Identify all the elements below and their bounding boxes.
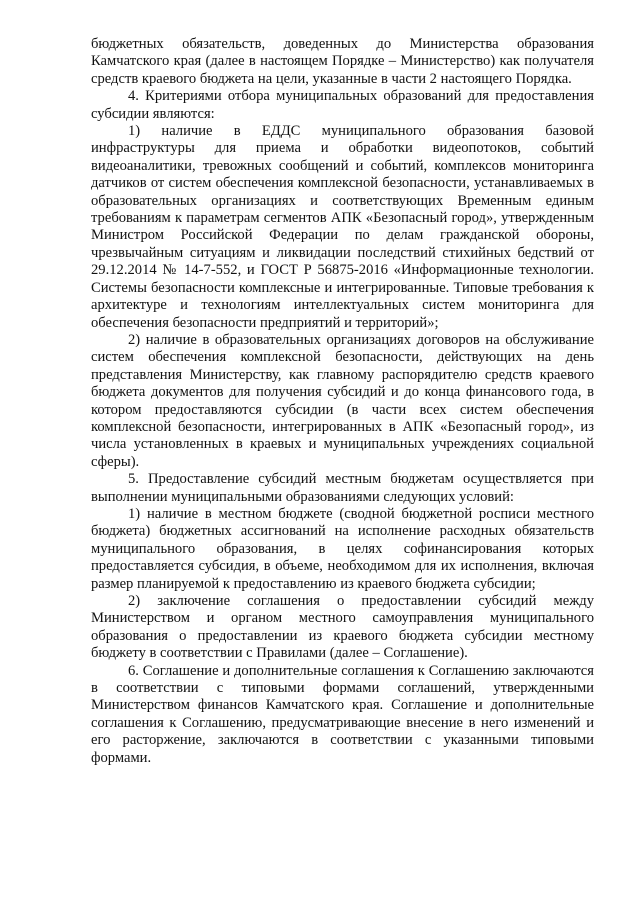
paragraph-section-6: 6. Соглашение и дополнительные соглашения к Соглашению заключаются в соответствии с типовыми формами соглашений, утвержденными Министерством финансов Камчатского края. Соглашение и дополнительные соглашения к Соглашению, предусматривающие внесение в него изменений и его расторжение, заключаются в соответствии с указанными типовыми формами.	[91, 662, 594, 766]
paragraph-criterion-2: 2) наличие в образовательных организациях договоров на обслуживание систем обеспечения комплексной безопасности, действующих на день представления Министерству, как главному распорядителю средств краевого бюджета документов для получения субсидий и до конца финансового года, в котором предоставляются субсидии (в части всех систем обеспечения комплексной безопасности, интегрированных в АПК «Безопасный город», из числа установленных в краевых и муниципальных учреждениях социальной сферы).	[91, 331, 594, 470]
paragraph-section-4: 4. Критериями отбора муниципальных образований для предоставления субсидии являются:	[91, 88, 594, 122]
paragraph-condition-1: 1) наличие в местном бюджете (сводной бюджетной росписи местного бюджета) бюджетных ассигнований на исполнение расходных обязательств муниципального образования, в целях софинансирования которых предоставляется субсидия, в объеме, необходимом для их исполнения, включая размер планируемой к предоставлению из краевого бюджета субсидии;	[91, 505, 594, 592]
paragraph-criterion-1: 1) наличие в ЕДДС муниципального образования базовой инфраструктуры для приема и обработки видеопотоков, событий видеоаналитики, тревожных сообщений и событий, комплексов мониторинга датчиков от систем обеспечения комплексной безопасности, устанавливаемых в образовательных организациях и соответствующих Временным единым требованиям к параметрам сегментов АПК «Безопасный город», утвержденным Министром Российской Федерации по делам гражданской обороны, чрезвычайным ситуациям и ликвидации последствий стихийных бедствий от 29.12.2014 № 14-7-552, и ГОСТ Р 56875-2016 «Информационные технологии. Системы безопасности комплексные и интегрированные. Типовые требования к архитектуре и технологиям интеллектуальных систем мониторинга для обеспечения безопасности предприятий и территорий»;	[91, 123, 594, 331]
paragraph-condition-2: 2) заключение соглашения о предоставлении субсидий между Министерством и органом местного самоуправления муниципального образования о предоставлении из краевого бюджета субсидии местному бюджету в соответствии с Правилами (далее – Соглашение).	[91, 593, 594, 662]
paragraph-section-5: 5. Предоставление субсидий местным бюджетам осуществляется при выполнении муниципальными образованиями следующих условий:	[91, 471, 594, 505]
paragraph-continuation: бюджетных обязательств, доведенных до Министерства образования Камчатского края (далее в настоящем Порядке – Министерство) как получателя средств краевого бюджета на цели, указанные в части 2 настоящего Порядка.	[91, 36, 594, 87]
document-page	[91, 36, 594, 767]
